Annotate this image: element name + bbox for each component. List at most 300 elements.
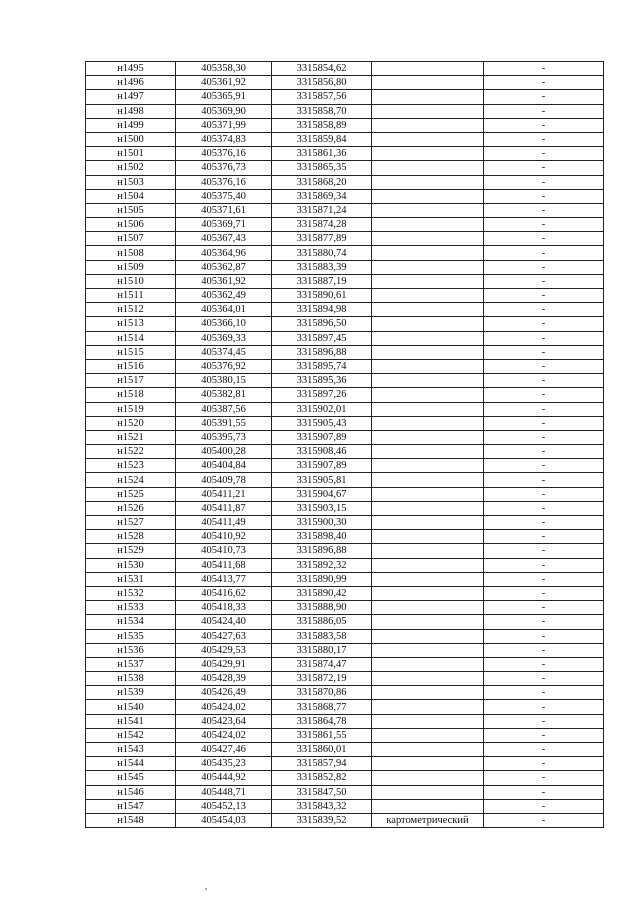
y-coordinate-cell: 3315880,74 [272, 246, 372, 260]
y-coordinate-cell: 3315905,43 [272, 416, 372, 430]
accuracy-cell: - [484, 76, 604, 90]
accuracy-cell: - [484, 643, 604, 657]
accuracy-cell: - [484, 289, 604, 303]
accuracy-cell: - [484, 799, 604, 813]
x-coordinate-cell: 405371,99 [176, 118, 272, 132]
table-row [86, 558, 604, 572]
point-name-cell: н1513 [86, 317, 176, 331]
y-coordinate-cell: 3315880,17 [272, 643, 372, 657]
point-name-cell: н1510 [86, 274, 176, 288]
y-coordinate-cell: 3315869,34 [272, 189, 372, 203]
accuracy-cell: - [484, 700, 604, 714]
scan-speck [205, 888, 207, 890]
table-row [86, 728, 604, 742]
accuracy-cell: - [484, 203, 604, 217]
y-coordinate-cell: 3315854,62 [272, 62, 372, 76]
y-coordinate-cell: 3315858,89 [272, 118, 372, 132]
y-coordinate-cell: 3315903,15 [272, 501, 372, 515]
table-row [86, 572, 604, 586]
point-name-cell: н1514 [86, 331, 176, 345]
table-row [86, 118, 604, 132]
y-coordinate-cell: 3315890,61 [272, 289, 372, 303]
method-cell [372, 686, 484, 700]
x-coordinate-cell: 405376,16 [176, 147, 272, 161]
accuracy-cell: - [484, 232, 604, 246]
method-cell [372, 317, 484, 331]
table-row [86, 473, 604, 487]
y-coordinate-cell: 3315908,46 [272, 445, 372, 459]
table-row [86, 161, 604, 175]
y-coordinate-cell: 3315861,36 [272, 147, 372, 161]
point-name-cell: н1515 [86, 345, 176, 359]
point-name-cell: н1529 [86, 544, 176, 558]
point-name-cell: н1508 [86, 246, 176, 260]
method-cell [372, 416, 484, 430]
point-name-cell: н1532 [86, 586, 176, 600]
point-name-cell: н1525 [86, 487, 176, 501]
y-coordinate-cell: 3315864,78 [272, 714, 372, 728]
method-cell [372, 189, 484, 203]
point-name-cell: н1520 [86, 416, 176, 430]
point-name-cell: н1523 [86, 459, 176, 473]
method-cell [372, 785, 484, 799]
point-name-cell: н1542 [86, 728, 176, 742]
x-coordinate-cell: 405400,28 [176, 445, 272, 459]
y-coordinate-cell: 3315860,01 [272, 743, 372, 757]
table-row [86, 643, 604, 657]
method-cell [372, 118, 484, 132]
x-coordinate-cell: 405367,43 [176, 232, 272, 246]
y-coordinate-cell: 3315865,35 [272, 161, 372, 175]
table-row [86, 430, 604, 444]
y-coordinate-cell: 3315868,20 [272, 175, 372, 189]
y-coordinate-cell: 3315874,28 [272, 218, 372, 232]
point-name-cell: н1535 [86, 629, 176, 643]
x-coordinate-cell: 405410,73 [176, 544, 272, 558]
y-coordinate-cell: 3315897,26 [272, 388, 372, 402]
method-cell [372, 700, 484, 714]
table-row [86, 530, 604, 544]
method-cell [372, 260, 484, 274]
table-row [86, 345, 604, 359]
method-cell [372, 459, 484, 473]
x-coordinate-cell: 405358,30 [176, 62, 272, 76]
x-coordinate-cell: 405410,92 [176, 530, 272, 544]
point-name-cell: н1507 [86, 232, 176, 246]
y-coordinate-cell: 3315896,88 [272, 544, 372, 558]
table-row [86, 629, 604, 643]
accuracy-cell: - [484, 90, 604, 104]
accuracy-cell: - [484, 473, 604, 487]
table-row [86, 374, 604, 388]
method-cell [372, 672, 484, 686]
point-name-cell: н1517 [86, 374, 176, 388]
x-coordinate-cell: 405376,16 [176, 175, 272, 189]
x-coordinate-cell: 405374,83 [176, 132, 272, 146]
point-name-cell: н1505 [86, 203, 176, 217]
accuracy-cell: - [484, 771, 604, 785]
y-coordinate-cell: 3315907,89 [272, 459, 372, 473]
y-coordinate-cell: 3315890,42 [272, 586, 372, 600]
point-name-cell: н1533 [86, 601, 176, 615]
method-cell [372, 586, 484, 600]
x-coordinate-cell: 405395,73 [176, 430, 272, 444]
table-row [86, 743, 604, 757]
x-coordinate-cell: 405424,40 [176, 615, 272, 629]
x-coordinate-cell: 405411,21 [176, 487, 272, 501]
accuracy-cell: - [484, 161, 604, 175]
y-coordinate-cell: 3315896,88 [272, 345, 372, 359]
x-coordinate-cell: 405426,49 [176, 686, 272, 700]
point-name-cell: н1511 [86, 289, 176, 303]
accuracy-cell: - [484, 813, 604, 827]
point-name-cell: н1509 [86, 260, 176, 274]
accuracy-cell: - [484, 487, 604, 501]
y-coordinate-cell: 3315888,90 [272, 601, 372, 615]
accuracy-cell: - [484, 629, 604, 643]
x-coordinate-cell: 405413,77 [176, 572, 272, 586]
accuracy-cell: - [484, 501, 604, 515]
accuracy-cell: - [484, 601, 604, 615]
point-name-cell: н1496 [86, 76, 176, 90]
table-row [86, 147, 604, 161]
method-cell [372, 132, 484, 146]
method-cell [372, 161, 484, 175]
table-row [86, 289, 604, 303]
point-name-cell: н1537 [86, 657, 176, 671]
point-name-cell: н1524 [86, 473, 176, 487]
table-row [86, 757, 604, 771]
x-coordinate-cell: 405404,84 [176, 459, 272, 473]
accuracy-cell: - [484, 516, 604, 530]
y-coordinate-cell: 3315907,89 [272, 430, 372, 444]
table-row [86, 799, 604, 813]
table-row [86, 445, 604, 459]
accuracy-cell: - [484, 345, 604, 359]
point-name-cell: н1540 [86, 700, 176, 714]
method-cell [372, 629, 484, 643]
method-cell [372, 728, 484, 742]
y-coordinate-cell: 3315857,56 [272, 90, 372, 104]
point-name-cell: н1506 [86, 218, 176, 232]
accuracy-cell: - [484, 430, 604, 444]
accuracy-cell: - [484, 785, 604, 799]
point-name-cell: н1501 [86, 147, 176, 161]
point-name-cell: н1543 [86, 743, 176, 757]
point-name-cell: н1497 [86, 90, 176, 104]
y-coordinate-cell: 3315872,19 [272, 672, 372, 686]
method-cell [372, 615, 484, 629]
table-row [86, 331, 604, 345]
coordinates-table-body [86, 62, 604, 828]
y-coordinate-cell: 3315871,24 [272, 203, 372, 217]
x-coordinate-cell: 405382,81 [176, 388, 272, 402]
x-coordinate-cell: 405416,62 [176, 586, 272, 600]
y-coordinate-cell: 3315904,67 [272, 487, 372, 501]
x-coordinate-cell: 405369,33 [176, 331, 272, 345]
point-name-cell: н1528 [86, 530, 176, 544]
point-name-cell: н1519 [86, 402, 176, 416]
y-coordinate-cell: 3315870,86 [272, 686, 372, 700]
x-coordinate-cell: 405365,91 [176, 90, 272, 104]
y-coordinate-cell: 3315894,98 [272, 303, 372, 317]
x-coordinate-cell: 405374,45 [176, 345, 272, 359]
coordinates-table [85, 61, 604, 828]
x-coordinate-cell: 405364,96 [176, 246, 272, 260]
method-cell: картометрический [372, 813, 484, 827]
y-coordinate-cell: 3315877,89 [272, 232, 372, 246]
table-row [86, 586, 604, 600]
point-name-cell: н1526 [86, 501, 176, 515]
point-name-cell: н1545 [86, 771, 176, 785]
accuracy-cell: - [484, 303, 604, 317]
accuracy-cell: - [484, 686, 604, 700]
accuracy-cell: - [484, 672, 604, 686]
accuracy-cell: - [484, 743, 604, 757]
table-row [86, 359, 604, 373]
method-cell [372, 374, 484, 388]
method-cell [372, 104, 484, 118]
point-name-cell: н1541 [86, 714, 176, 728]
x-coordinate-cell: 405371,61 [176, 203, 272, 217]
method-cell [372, 771, 484, 785]
method-cell [372, 147, 484, 161]
accuracy-cell: - [484, 657, 604, 671]
table-row [86, 544, 604, 558]
method-cell [372, 757, 484, 771]
x-coordinate-cell: 405375,40 [176, 189, 272, 203]
method-cell [372, 544, 484, 558]
table-row [86, 189, 604, 203]
method-cell [372, 289, 484, 303]
accuracy-cell: - [484, 757, 604, 771]
table-row [86, 700, 604, 714]
method-cell [372, 601, 484, 615]
method-cell [372, 501, 484, 515]
x-coordinate-cell: 405376,73 [176, 161, 272, 175]
x-coordinate-cell: 405454,03 [176, 813, 272, 827]
method-cell [372, 657, 484, 671]
method-cell [372, 62, 484, 76]
x-coordinate-cell: 405428,39 [176, 672, 272, 686]
point-name-cell: н1538 [86, 672, 176, 686]
table-row [86, 62, 604, 76]
y-coordinate-cell: 3315890,99 [272, 572, 372, 586]
x-coordinate-cell: 405369,71 [176, 218, 272, 232]
x-coordinate-cell: 405380,15 [176, 374, 272, 388]
table-row [86, 501, 604, 515]
y-coordinate-cell: 3315895,36 [272, 374, 372, 388]
x-coordinate-cell: 405427,63 [176, 629, 272, 643]
accuracy-cell: - [484, 445, 604, 459]
method-cell [372, 232, 484, 246]
table-row [86, 317, 604, 331]
accuracy-cell: - [484, 558, 604, 572]
accuracy-cell: - [484, 317, 604, 331]
y-coordinate-cell: 3315883,39 [272, 260, 372, 274]
method-cell [372, 402, 484, 416]
method-cell [372, 572, 484, 586]
x-coordinate-cell: 405411,87 [176, 501, 272, 515]
accuracy-cell: - [484, 615, 604, 629]
method-cell [372, 430, 484, 444]
point-name-cell: н1503 [86, 175, 176, 189]
table-row [86, 657, 604, 671]
y-coordinate-cell: 3315858,70 [272, 104, 372, 118]
x-coordinate-cell: 405435,23 [176, 757, 272, 771]
table-row [86, 132, 604, 146]
x-coordinate-cell: 405387,56 [176, 402, 272, 416]
x-coordinate-cell: 405418,33 [176, 601, 272, 615]
accuracy-cell: - [484, 544, 604, 558]
accuracy-cell: - [484, 331, 604, 345]
x-coordinate-cell: 405429,53 [176, 643, 272, 657]
point-name-cell: н1539 [86, 686, 176, 700]
point-name-cell: н1534 [86, 615, 176, 629]
method-cell [372, 218, 484, 232]
method-cell [372, 516, 484, 530]
point-name-cell: н1499 [86, 118, 176, 132]
method-cell [372, 203, 484, 217]
accuracy-cell: - [484, 118, 604, 132]
x-coordinate-cell: 405361,92 [176, 76, 272, 90]
method-cell [372, 274, 484, 288]
y-coordinate-cell: 3315902,01 [272, 402, 372, 416]
x-coordinate-cell: 405369,90 [176, 104, 272, 118]
point-name-cell: н1544 [86, 757, 176, 771]
x-coordinate-cell: 405427,46 [176, 743, 272, 757]
x-coordinate-cell: 405361,92 [176, 274, 272, 288]
table-row [86, 303, 604, 317]
accuracy-cell: - [484, 260, 604, 274]
x-coordinate-cell: 405376,92 [176, 359, 272, 373]
method-cell [372, 530, 484, 544]
x-coordinate-cell: 405429,91 [176, 657, 272, 671]
method-cell [372, 487, 484, 501]
point-name-cell: н1530 [86, 558, 176, 572]
table-row [86, 459, 604, 473]
point-name-cell: н1548 [86, 813, 176, 827]
table-row [86, 90, 604, 104]
table-row [86, 813, 604, 827]
y-coordinate-cell: 3315868,77 [272, 700, 372, 714]
table-row [86, 714, 604, 728]
table-row [86, 615, 604, 629]
point-name-cell: н1547 [86, 799, 176, 813]
point-name-cell: н1516 [86, 359, 176, 373]
y-coordinate-cell: 3315843,32 [272, 799, 372, 813]
accuracy-cell: - [484, 359, 604, 373]
point-name-cell: н1546 [86, 785, 176, 799]
point-name-cell: н1521 [86, 430, 176, 444]
point-name-cell: н1500 [86, 132, 176, 146]
accuracy-cell: - [484, 132, 604, 146]
method-cell [372, 743, 484, 757]
y-coordinate-cell: 3315897,45 [272, 331, 372, 345]
table-row [86, 232, 604, 246]
table-row [86, 260, 604, 274]
accuracy-cell: - [484, 728, 604, 742]
table-row [86, 416, 604, 430]
method-cell [372, 473, 484, 487]
accuracy-cell: - [484, 714, 604, 728]
table-row [86, 76, 604, 90]
accuracy-cell: - [484, 246, 604, 260]
point-name-cell: н1512 [86, 303, 176, 317]
table-row [86, 771, 604, 785]
y-coordinate-cell: 3315874,47 [272, 657, 372, 671]
x-coordinate-cell: 405424,02 [176, 728, 272, 742]
point-name-cell: н1518 [86, 388, 176, 402]
accuracy-cell: - [484, 586, 604, 600]
table-row [86, 402, 604, 416]
x-coordinate-cell: 405448,71 [176, 785, 272, 799]
method-cell [372, 388, 484, 402]
y-coordinate-cell: 3315900,30 [272, 516, 372, 530]
point-name-cell: н1504 [86, 189, 176, 203]
accuracy-cell: - [484, 274, 604, 288]
table-row [86, 203, 604, 217]
method-cell [372, 303, 484, 317]
method-cell [372, 799, 484, 813]
method-cell [372, 246, 484, 260]
accuracy-cell: - [484, 189, 604, 203]
point-name-cell: н1495 [86, 62, 176, 76]
y-coordinate-cell: 3315856,80 [272, 76, 372, 90]
accuracy-cell: - [484, 459, 604, 473]
table-row [86, 516, 604, 530]
table-row [86, 274, 604, 288]
accuracy-cell: - [484, 388, 604, 402]
table-row [86, 104, 604, 118]
accuracy-cell: - [484, 104, 604, 118]
x-coordinate-cell: 405411,68 [176, 558, 272, 572]
method-cell [372, 90, 484, 104]
y-coordinate-cell: 3315861,55 [272, 728, 372, 742]
table-row [86, 487, 604, 501]
x-coordinate-cell: 405411,49 [176, 516, 272, 530]
method-cell [372, 558, 484, 572]
point-name-cell: н1502 [86, 161, 176, 175]
accuracy-cell: - [484, 572, 604, 586]
accuracy-cell: - [484, 62, 604, 76]
method-cell [372, 714, 484, 728]
x-coordinate-cell: 405364,01 [176, 303, 272, 317]
table-row [86, 218, 604, 232]
method-cell [372, 643, 484, 657]
y-coordinate-cell: 3315852,82 [272, 771, 372, 785]
method-cell [372, 76, 484, 90]
x-coordinate-cell: 405424,02 [176, 700, 272, 714]
y-coordinate-cell: 3315895,74 [272, 359, 372, 373]
y-coordinate-cell: 3315898,40 [272, 530, 372, 544]
y-coordinate-cell: 3315886,05 [272, 615, 372, 629]
y-coordinate-cell: 3315896,50 [272, 317, 372, 331]
table-row [86, 175, 604, 189]
y-coordinate-cell: 3315883,58 [272, 629, 372, 643]
accuracy-cell: - [484, 402, 604, 416]
table-row [86, 388, 604, 402]
accuracy-cell: - [484, 175, 604, 189]
table-row [86, 601, 604, 615]
table-row [86, 672, 604, 686]
accuracy-cell: - [484, 218, 604, 232]
x-coordinate-cell: 405409,78 [176, 473, 272, 487]
x-coordinate-cell: 405452,13 [176, 799, 272, 813]
y-coordinate-cell: 3315887,19 [272, 274, 372, 288]
point-name-cell: н1522 [86, 445, 176, 459]
table-row [86, 686, 604, 700]
